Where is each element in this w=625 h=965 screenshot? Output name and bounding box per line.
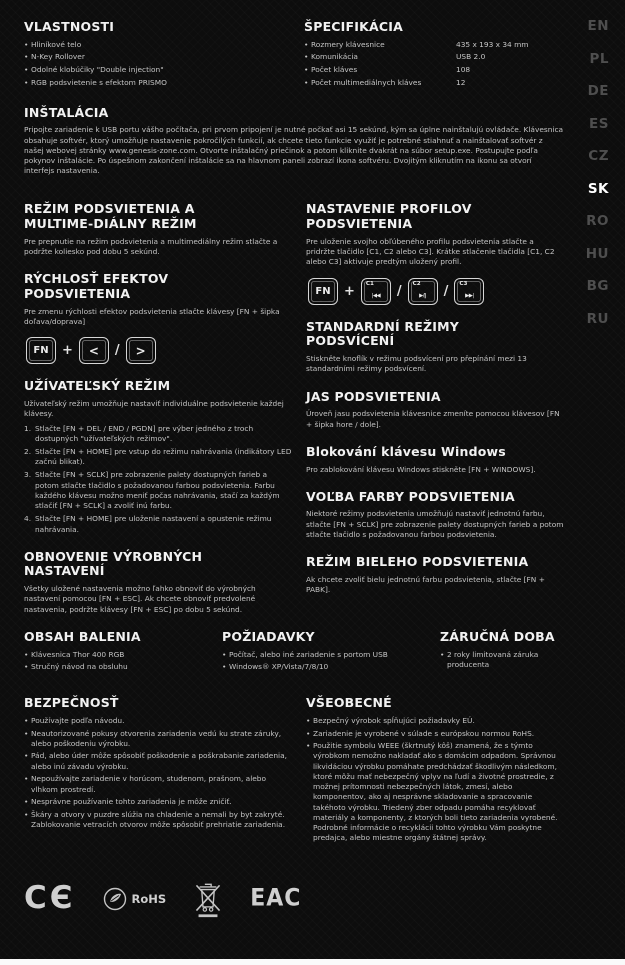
requirement-item: • Windows® XP/Vista/7/8/10 (222, 662, 440, 672)
user-mode-intro: Užívateľský režim umožňuje nastaviť individuálne podsvietenie každej klávesy. (24, 399, 284, 419)
spec-value: USB 2.0 (456, 52, 486, 62)
color-select-title: VOĽBA FARBY PODSVIETENIA (306, 488, 515, 504)
backlight-mode-body: Pre prepnutie na režim podsvietenia a multimediálny režim stlačte a podržte koliesko pod dobu 5 sekúnd. (24, 236, 278, 257)
spec-label: • Počet multimediálnych kláves (304, 78, 456, 88)
warranty-item: • 2 roky limitovaná záruka producenta (440, 650, 564, 670)
factory-reset-body: Všetky uložené nastavenia možno ľahko obnoviť do výrobných nastavení pomocou [FN + ESC]. Ak chcete obnoviť predvolené nastavenia, podržte klávesy [FN + ESC] po dobu 5 sekúnd. (24, 584, 256, 614)
section-brightness (306, 390, 564, 430)
language-en: EN (587, 18, 609, 34)
windows-lock-body: Pro zablokování klávesu Windows stiskněte [FN + WINDOWS]. (306, 464, 536, 474)
spec-label: • Rozmery klávesnice (304, 40, 456, 50)
slash-separator: / (443, 283, 449, 299)
spec-row (304, 40, 564, 50)
language-pl: PL (589, 50, 609, 67)
brightness-title: JAS PODSVIETENIA (306, 388, 441, 404)
c2-play-pause-key-icon (408, 278, 438, 305)
section-safety (24, 696, 292, 846)
section-color-select (306, 490, 564, 540)
fn-arrow-keys-illustration (26, 337, 292, 364)
section-features (24, 20, 304, 91)
feature-item: • Hliníkové telo (24, 40, 304, 50)
language-es: ES (589, 115, 609, 132)
spec-row (304, 52, 564, 62)
ce-mark-icon: CЄ (24, 880, 76, 917)
installation-title: INŠTALÁCIA (24, 104, 109, 120)
eac-icon: EAC (250, 884, 302, 912)
language-ro: RO (586, 213, 609, 229)
section-installation (24, 106, 564, 177)
rohs-leaf-icon (102, 886, 128, 912)
backlight-mode-title: REŽIM PODSVIETENIA A MULTIME-DIÁLNY REŽIM (24, 201, 197, 232)
feature-item: • N-Key Rollover (24, 52, 304, 62)
color-select-body: Niektoré režimy podsvietenia umožňujú nastaviť jednotnú farbu, stlačte [FN + SCLK] pre zobrazenie palety dostupných farieb a potom stlačte tlačidlo s požadovanou farbou podsvietenia. (306, 509, 564, 539)
user-mode-step: Stlačte [FN + HOME] pre uloženie nastavení a opustenie režimu nahrávania. (35, 514, 272, 534)
spec-label: • Počet kláves (304, 65, 456, 75)
left-arrow-key-icon: < (79, 337, 109, 364)
play-pause-icon: ▶/‖ (419, 293, 427, 300)
main-left-column (24, 202, 292, 629)
user-mode-step: Stlačte [FN + SCLK] pre zobrazenie palety dostupných farieb a potom stlačte tlačidlo s požadovanou farbou podsvietenia. Farbu každého klávesu možno meniť počas nahrávania, stačí za každým stlačiť [FN + SCLK] a zvoliť inú farbu. (35, 470, 280, 511)
fn-profile-keys-illustration (308, 278, 564, 305)
c1-prev-track-key-icon (361, 278, 391, 305)
certification-icons (24, 875, 564, 923)
section-general (306, 696, 564, 846)
general-item: • Zariadenie je vyrobené v súlade s európskou normou RoHS. (306, 729, 564, 739)
section-requirements (222, 630, 440, 675)
slash-separator: / (396, 283, 402, 299)
section-backlight-mode (24, 202, 292, 257)
c1-key-label: C1 (365, 280, 374, 287)
profiles-title: NASTAVENIE PROFILOV PODSVIETENIA (306, 201, 472, 232)
page-content (24, 20, 564, 923)
safety-item: • Nesprávne používanie tohto zariadenia je môže zničiť. (24, 797, 292, 807)
standard-modes-title: STANDARDNÍ REŽIMY PODSVÍCENÍ (306, 318, 459, 349)
language-sk-active: SK (587, 180, 609, 197)
right-arrow-key-icon: > (126, 337, 156, 364)
spec-row (304, 78, 564, 88)
safety-item: • Pád, alebo úder môže spôsobiť poškodenie a poškrabanie zariadenia, alebo inú závadu výrobku. (24, 751, 292, 771)
rohs-label: RoHS (131, 891, 167, 906)
general-list (306, 716, 564, 844)
features-list (24, 40, 304, 88)
safety-title: BEZPEČNOSŤ (24, 695, 119, 711)
main-right-column (306, 202, 564, 629)
effect-speed-title: RÝCHLOSŤ EFEKTOV PODSVIETENIA (24, 271, 169, 302)
spec-value: 108 (456, 65, 471, 75)
language-cz: CZ (588, 148, 609, 164)
general-title: VŠEOBECNÉ (306, 695, 392, 711)
section-user-mode (24, 379, 292, 534)
requirements-list (222, 650, 440, 673)
weee-bin-icon (192, 878, 224, 920)
package-item: • Klávesnica Thor 400 RGB (24, 650, 222, 660)
warranty-list (440, 650, 564, 670)
plus-separator: + (62, 343, 73, 359)
standard-modes-body: Stiskněte knoflík v režimu podsvícení pro přepínání mezi 13 standardními režimy podsvícení. (306, 354, 527, 374)
user-mode-steps (24, 424, 292, 535)
c3-key-label: C3 (459, 280, 468, 287)
feature-item: • Odolné klobúčiky "Double injection" (24, 65, 304, 75)
package-item: • Stručný návod na obsluhu (24, 662, 222, 672)
section-standard-modes (306, 320, 564, 375)
rohs-icon (102, 886, 167, 912)
safety-item: • Škáry a otvory v puzdre slúžia na chladenie a nemali by byt zakryté. Zablokovanie vetracích otvorov môže spôsobiť prehriatie zariadenia. (24, 810, 292, 830)
safety-item: • Neautorizované pokusy otvorenia zariadenia vedú ku strate záruky, alebo poškodeniu výrobku. (24, 729, 292, 749)
effect-speed-body: Pre zmenu rýchlosti efektov podsvietenia stlačte klávesy [FN + šipka doľava/doprava] (24, 306, 280, 327)
spec-value: 12 (456, 77, 466, 87)
page-bottom-edge (0, 959, 625, 965)
section-warranty (440, 630, 564, 675)
language-sidebar (586, 18, 609, 327)
language-hu: HU (585, 245, 609, 262)
section-factory-reset (24, 550, 292, 615)
section-effect-speed (24, 272, 292, 364)
safety-item: • Nepoužívajte zariadenie v horúcom, studenom, prašnom, alebo vlhkom prostredí. (24, 774, 292, 794)
requirement-item: • Počítač, alebo iné zariadenie s portom USB (222, 650, 440, 660)
white-mode-title: REŽIM BIELEHO PODSVIETENIA (306, 554, 529, 570)
fn-key-icon: FN (26, 337, 56, 364)
spec-value: 435 x 193 x 34 mm (456, 39, 529, 49)
windows-lock-title: Blokování klávesu Windows (306, 443, 506, 459)
fn-key-icon: FN (308, 278, 338, 305)
next-track-icon: ▶▶| (465, 293, 474, 300)
prev-track-icon: |◀◀ (371, 293, 381, 300)
installation-body: Pripojte zariadenie k USB portu vášho počítača, pri prvom pripojení je nutné počkať asi 15 sekúnd, kým sa úplne nainštalujú ovládače. Klávesnica obsahuje softvér, ktorý umožňuje nastavenie pokročilých funkcií, ak chcete tieto funkcie využiť je potrebné stiahnuť a nainštalovať softvér z našej webovej stránky www.genesis-zone.com. Otvorte inštalačný priečinok a potom kliknite dvakrát na súbor setup.exe. Postupujte podľa pokynov inštalácie. Po úspešnom zakončení inštalácie sa na hlavnom paneli zobrazí ikona softvéru. Dvojitým kliknutím na ikonu sa otvorí interfejs nastavenia. (24, 125, 564, 176)
user-mode-title: UŽÍVATEĽSKÝ REŽIM (24, 378, 171, 394)
spec-label: • Komunikácia (304, 52, 456, 62)
section-white-mode (306, 555, 564, 595)
slash-separator: / (114, 343, 120, 359)
plus-separator: + (344, 283, 355, 299)
profiles-body: Pre uloženie svojho obľúbeného profilu podsvietenia stlačte a pridržte tlačidlo [C1, C2 alebo C3]. Krátke stlačenie tlačidla [C1, C2 alebo C3] aktivuje predtým uložený profil. (306, 236, 555, 267)
package-list (24, 650, 222, 673)
package-title: OBSAH BALENIA (24, 628, 141, 644)
warranty-title: ZÁRUČNÁ DOBA (440, 628, 555, 644)
user-mode-step: Stlačte [FN + HOME] pre vstup do režimu nahrávania (indikátory LED začnú blikat). (35, 446, 292, 467)
specs-title: ŠPECIFIKÁCIA (304, 19, 403, 34)
safety-item: • Používajte podľa návodu. (24, 716, 292, 726)
general-item: • Použitie symbolu WEEE (škrtnutý kôš) znamená, že s týmto výrobkom nemožno nakladať ako s domácim odpadom. Správnou likvidáciou výrobku pomáhate predchádzať škodlivým následkom, ktoré môžu mať nebezpečný vplyv na ľudí a životné prostredie, z možnej prítomnosti nebezpečných látok, zmesí, alebo komponentov, ako aj nesprávne skladovanie a spracovanie takéhoto výrobku. Triedený zber odpadu pomáha recyklovať materiály a komponenty, z ktorých boli tieto zariadenia vyrobené. Podrobné informácie o recyklácii tohto výrobku Vám poskytne predajca, alebo miestne orgány štátnej správy. (306, 741, 564, 843)
general-item: • Bezpečný výrobok spĺňujúci požiadavky EÚ. (306, 716, 564, 726)
feature-item: • RGB podsvietenie s efektom PRISMO (24, 78, 304, 88)
section-package (24, 630, 222, 675)
brightness-body: Úroveň jasu podsvietenia klávesnice zmeníte pomocou klávesov [FN + šipka hore / dole]. (306, 409, 560, 429)
c2-key-label: C2 (412, 280, 421, 287)
language-bg: BG (586, 278, 609, 294)
language-ru: RU (586, 310, 609, 327)
requirements-title: POŽIADAVKY (222, 628, 315, 644)
spec-row (304, 65, 564, 75)
language-de: DE (587, 83, 609, 99)
factory-reset-title: OBNOVENIE VÝROBNÝCH NASTAVENÍ (24, 548, 203, 579)
white-mode-body: Ak chcete zvoliť bielu jednotnú farbu podsvietenia, stlačte [FN + PABK]. (306, 574, 545, 595)
c3-next-track-key-icon (454, 278, 484, 305)
section-profiles (306, 202, 564, 304)
section-windows-lock (306, 445, 564, 475)
section-specs (304, 20, 564, 91)
user-mode-step: Stlačte [FN + DEL / END / PGDN] pre výber jedného z troch dostupných "užívateľských režimov". (35, 423, 254, 443)
safety-list (24, 716, 292, 831)
features-title: VLASTNOSTI (24, 19, 115, 34)
